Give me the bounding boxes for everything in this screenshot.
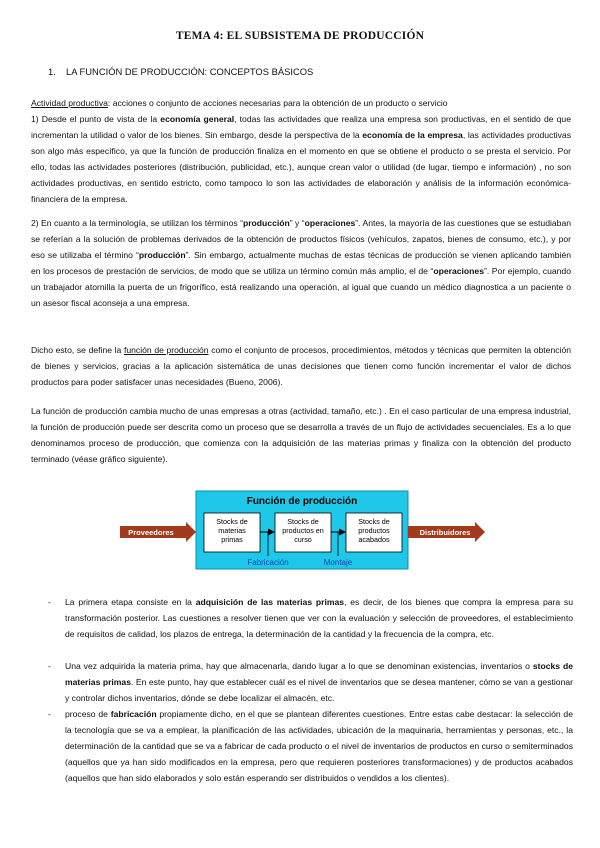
bullet-text [65,594,573,642]
bold-term: stocks de materias primas [65,661,574,687]
text-run: 1) Desde el punto de vista de la [31,114,161,124]
text-run: Dicho esto, se define la [31,345,124,355]
list-item [48,658,573,706]
text-run: propiamente dicho, en el que se plantean diferentes cuestiones. Entre estas cabe destacar: la selección de la tecnología que se va a emplear, la planificación de las actividades, ubicación de la maquinaria, herramientas y personas, etc., la determinación de la cantidad que se va a fabricar de cada producto o el nivel de inventarios de productos en curso o semiterminados (aquellos que ya han sido modificados en la empresa, pero que requieren posteriores transformaciones) y de productos acabados (aquellos que han sido elaborados y solo están esperando ser distribuidos o vendidos a los clientes). [65,709,573,783]
text-run: proceso de [65,709,111,719]
paragraph-2 [31,215,571,311]
bullet-dash: - [48,709,51,719]
distribuidores-label: Distribuidores [419,528,471,537]
box1-line3: primas [221,535,243,544]
bullet-dash: - [48,597,51,607]
box2-line2: productos en [282,526,324,535]
definition-text: : acciones o conjunto de acciones necesarias para la obtención de un producto o servicio [107,98,448,108]
box2-line3: curso [294,535,312,544]
text-run: , las actividades productivas son algo más específico, ya que la función de producción finaliza en el momento en que se obtiene el producto o se presta el servicio. Por ello, todas las actividades posteriores (distribución, publicidad, etc.), aunque crean valor o utilidad (de lugar, tiempo e información) , no son actividades productivas, en sentido estricto, como tampoco lo son las actividades de elaboración y análisis de la información económica-financiera de la empresa. [31,130,571,204]
text-run: , es decir, de los bienes que compra la empresa para su transformación posterior. Las cuestiones a resolver tienen que ver con la evaluación y selección de proveedores, el establecimiento de requisitos de calidad, los plazos de entrega, la determinación de la cantidad y la frecuencia de la compra, etc. [65,597,574,639]
text-run: . En este punto, hay que establecer cuál es el nivel de inventarios que se desea mantener, cómo se van a gestionar y controlar dichos inventarios, dónde se debe localizar el almacén, etc. [65,677,574,703]
box2-line1: Stocks de [287,517,319,526]
bold-term: fabricación [110,709,157,719]
list-item [48,706,573,786]
bold-term: economía de la empresa [362,130,463,140]
diagram-title: Función de producción [246,496,358,507]
section-title: LA FUNCIÓN DE PRODUCCIÓN: CONCEPTOS BÁSICOS [66,66,314,77]
text-run: como el conjunto de procesos, procedimientos, métodos y técnicas que permiten la obtención de bienes y servicios, gracias a la aplicación sistemática de unas decisiones que tienen como función incrementar el valor de dichos productos para poder satisfacer unas necesidades (Bueno, 2006). [31,345,572,387]
section-number: 1. [48,66,56,77]
definition-term: Actividad productiva [31,98,108,108]
bold-term: operaciones [433,266,484,276]
box3-line1: Stocks de [358,517,390,526]
page-title: TEMA 4: EL SUBSISTEMA DE PRODUCCIÓN [175,30,425,42]
paragraph-4: La función de producción cambia mucho de unas empresas a otras (actividad, tamaño, etc.) . En el caso particular de una empresa industrial, la función de producción puede ser descrita como un proceso que se desarrolla a través de un flujo de actividades secuenciales. Es a lo que denominamos proceso de producción, que comienza con la adquisición de las materias primas y finaliza con la obtención del producto terminado (véase gráfico siguiente). [31,406,571,464]
bullet-text [65,706,573,786]
text-run: 2) En cuanto a la terminología, se utilizan los términos “ [31,218,243,228]
bold-term: producción [138,250,186,260]
text-run: ”. Sin embargo, actualmente muchas de estas técnicas de producción se vienen aplicando también en los procesos de prestación de servicios, de modo que se utiliza un término común más amplio, el de “ [31,250,571,276]
text-run: ”. Por ejemplo, cuando un trabajador atornilla la puerta de un frigorífico, está realizando una operación, al igual que cuando un médico diagnostica a un paciente o un asesor fiscal aconseja a una empresa. [31,266,571,308]
underlined-term: función de producción [123,345,209,355]
list-item [48,594,573,642]
box1-line2: materias [218,526,246,535]
box1-line1: Stocks de [216,517,248,526]
fabricacion-label: Fabricación [247,558,289,567]
bold-term: economía general [160,114,235,124]
bold-term: adquisición de las materias primas [195,597,345,607]
text-run: Una vez adquirida la materia prima, hay que almacenarla, dando lugar a lo que se denominan existencias, inventarios o [65,661,533,671]
text-run: , todas las actividades que realiza una empresa son productivas, en el sentido de que incrementan la utilidad o valor de los bienes. Sin embargo, desde la perspectiva de la [31,114,571,140]
bullet-text [65,658,573,706]
section-heading [48,66,313,77]
paragraph-3 [31,342,571,390]
montaje-label: Montaje [323,558,353,567]
bold-term: operaciones [304,218,356,228]
production-diagram [120,490,485,570]
box3-line3: acabados [358,535,390,544]
bullet-dash: - [48,661,51,671]
paragraph-1 [31,95,571,207]
text-run: ” y “ [289,218,305,228]
text-run: La primera etapa consiste en la [65,597,196,607]
bold-term: producción [242,218,290,228]
box3-line2: productos [358,526,390,535]
proveedores-label: Proveedores [128,528,174,537]
text-run: ”. Antes, la mayoría de las cuestiones que se estudiaban se referían a la solución de problemas derivados de la obtención de productos físicos (vehículos, zapatos, bienes de consumo, etc.), y por eso se utilizaba el término “ [31,218,572,260]
